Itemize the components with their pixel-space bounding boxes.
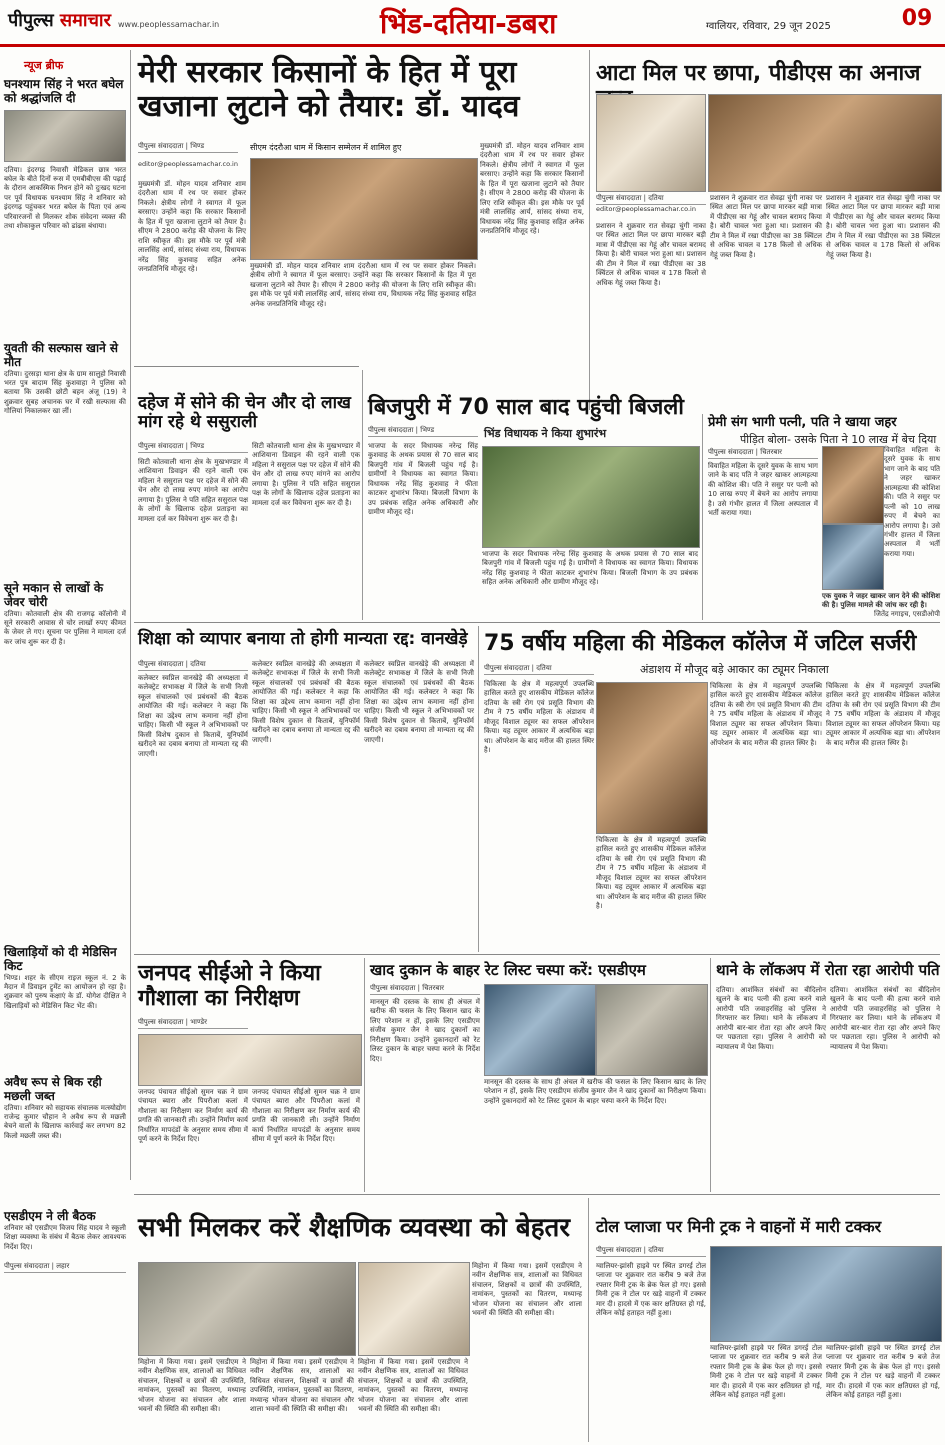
lead-photo-caption: सीएम दंदरौआ धाम में किसान सम्मेलन में शामिल हुए: [250, 143, 402, 152]
lead-photo: [250, 158, 478, 260]
section-label: न्यूज ब्रीफ: [24, 59, 64, 72]
lead-body-continued-2: मुख्यमंत्री डॉ. मोहन यादव शनिवार शाम दंदरौआ धाम में रथ पर सवार होकर निकले। क्षेत्रीय लोगों ने स्वागत में फूल बरसाए। उन्होंने कहा कि सरकार किसानों के हित में पूरा खजाना लुटाने को तैयार है। सीएम ने 2800 करोड़ की योजना के लिए राशि स्वीकृत की। इस मौके पर पूर्व मंत्री लालसिंह आर्य, सांसद संध्या राय, विधायक नरेंद्र सिंह कुशवाह सहित अनेक जनप्रतिनिधि मौजूद रहे।: [480, 142, 584, 235]
education-body-continued-2: कलेक्टर स्वप्निल वानखेड़े की अध्यक्षता में कलेक्ट्रेट सभाकक्ष में जिले के सभी निजी स्कूल संचालकों एवं प्रबंधकों की बैठक आयोजित की गई। कलेक्टर ने कहा कि शिक्षा का उद्देश्य लाभ कमाना नहीं होना चाहिए। किसी भी स्कूल ने अभिभावकों पर किसी विशेष दुकान से किताबें, यूनिफॉर्म खरीदने का दबाव बनाया तो मान्यता रद्द की जाएगी।: [364, 660, 474, 744]
section-divider: [134, 954, 940, 955]
brief-headline: युवती की सल्फास खाने से मौत: [4, 341, 119, 369]
school-body-right: मिहोना में किया गया। इसमें एसडीएम ने नवीन शैक्षणिक सत्र, शालाओं का विधिवत संचालन, शिक्षकों व छात्रों की उपस्थिति, नामांकन, पुस्तकों का वितरण, मध्यान्ह भोजन योजना का संचालन और शाला भवनों की स्थिति की समीक्षा की।: [472, 1262, 582, 1318]
surgery-subhead: अंडाशय में मौजूद बड़े आकार का ट्यूमर निकाला: [640, 663, 829, 676]
byline: पीपुल्स संवाददाता: [4, 1262, 50, 1270]
column-divider: [588, 1198, 589, 1442]
poison-body: विवाहित महिला के दूसरे युवक के साथ भाग जाने के बाद पति ने जहर खाकर आत्महत्या की कोशिश की। पति ने ससुर पर पत्नी को 10 लाख रुपए में बेचने का आरोप लगाया है। उसे गंभीर हालत में जिला अस्पताल में भर्ती कराया गया।: [708, 462, 818, 518]
education-body: कलेक्टर स्वप्निल वानखेड़े की अध्यक्षता में कलेक्ट्रेट सभाकक्ष में जिले के सभी निजी स्कूल संचालकों एवं प्रबंधकों की बैठक आयोजित की गई। कलेक्टर ने कहा कि शिक्षा का उद्देश्य लाभ कमाना नहीं होना चाहिए। किसी भी स्कूल ने अभिभावकों पर किसी विशेष दुकान से किताबें, यूनिफॉर्म खरीदने का दबाव बनाया तो मान्यता रद्द की जाएगी।: [138, 674, 248, 758]
section-divider: [134, 622, 940, 623]
section-divider: [134, 1194, 940, 1195]
education-body-continued: कलेक्टर स्वप्निल वानखेड़े की अध्यक्षता में कलेक्ट्रेट सभाकक्ष में जिले के सभी निजी स्कूल संचालकों एवं प्रबंधकों की बैठक आयोजित की गई। कलेक्टर ने कहा कि शिक्षा का उद्देश्य लाभ कमाना नहीं होना चाहिए। किसी भी स्कूल ने अभिभावकों पर किसी विशेष दुकान से किताबें, यूनिफॉर्म खरीदने का दबाव बनाया तो मान्यता रद्द की जाएगी।: [252, 660, 360, 744]
electricity-photo: [482, 446, 700, 548]
brief-item: [4, 78, 126, 338]
byline: पीपुल्स संवाददाता: [708, 448, 754, 456]
byline-place: दतिया: [648, 194, 664, 202]
brief-body: शनिवार को एसडीएम विजय सिंह यादव ने स्कूली शिक्षा व्यवस्था के संबंध में बैठक लेकर आवश्यक निर्देश दिए।: [4, 1223, 126, 1251]
school-photo-classroom: [358, 1262, 470, 1356]
toll-photo: [710, 1246, 942, 1342]
brief-headline: खिलाड़ियों को दी मेडिसिन किट: [4, 945, 117, 973]
poison-body-continued: विवाहित महिला के दूसरे युवक के साथ भाग जाने के बाद पति ने जहर खाकर आत्महत्या की कोशिश की। पति ने ससुर पर पत्नी को 10 लाख रुपए में बेचने का आरोप लगाया है। उसे गंभीर हालत में जिला अस्पताल में भर्ती कराया गया।: [884, 446, 940, 558]
toll-body: ग्वालियर-झांसी हाइवे पर स्थित डगरई टोल प्लाजा पर शुक्रवार रात करीब 9 बजे तेज रफ्तार मिनी ट्रक के ब्रेक फेल हो गए। इससे मिनी ट्रक ने टोल पर खड़े वाहनों में टक्कर मार दी। हादसे में एक कार क्षतिग्रस्त हो गई, लेकिन कोई हताहत नहीं हुआ।: [596, 1262, 706, 1318]
surgery-body-continued: चिकित्सा के क्षेत्र में महत्वपूर्ण उपलब्धि हासिल करते हुए शासकीय मेडिकल कॉलेज दतिया के स्त्री रोग एवं प्रसूति विभाग की टीम ने 75 वर्षीय महिला के अंडाशय में मौजूद विशाल ट्यूमर का सफल ऑपरेशन किया। यह ट्यूमर आकार में अत्यधिक बड़ा था। ऑपरेशन के बाद मरीज की हालत स्थिर है।: [596, 836, 706, 911]
column-divider: [589, 50, 590, 410]
byline-place: दतिया: [648, 1246, 664, 1254]
lead-headline: मेरी सरकार किसानों के हित में पूरा खजाना लुटाने को तैयार: डॉ. यादव: [138, 55, 520, 124]
lockup-headline: थाने के लॉकअप में रोता रहा आरोपी पति: [716, 961, 940, 979]
poison-headline: प्रेमी संग भागी पत्नी, पति ने खाया जहर: [708, 415, 897, 430]
gaushala-photo: [138, 1034, 362, 1086]
dowry-byline-block: पीपुल्स संवाददाता | भिण्ड: [138, 442, 248, 453]
byline-place: भाण्डेर: [190, 1018, 207, 1026]
edition-title: भिंड-दतिया-डबरा: [380, 7, 557, 40]
byline-place: चितरबार: [422, 984, 445, 992]
page-number: 09: [901, 6, 933, 31]
brief-item: [4, 342, 126, 578]
surgery-body: चिकित्सा के क्षेत्र में महत्वपूर्ण उपलब्धि हासिल करते हुए शासकीय मेडिकल कॉलेज दतिया के स्त्री रोग एवं प्रसूति विभाग की टीम ने 75 वर्षीय महिला के अंडाशय में मौजूद विशाल ट्यूमर का सफल ऑपरेशन किया। यह ट्यूमर आकार में अत्यधिक बड़ा था। ऑपरेशन के बाद मरीज की हालत स्थिर है।: [484, 680, 594, 755]
fertilizer-body: मानसून की दस्तक के साथ ही अंचल में खरीफ की फसल के लिए किसान खाद के लिए परेशान न हों, इसके लिए एसडीएम संजीव कुमार जैन ने खाद दुकानों का निरीक्षण किया। उन्होंने दुकानदारों को रेट लिस्ट दुकान के बाहर चस्पा करने के निर्देश दिए।: [370, 998, 480, 1063]
dowry-headline: दहेज में सोने की चेन और दो लाख मांग रहे थे ससुराली: [138, 393, 351, 433]
raid-photo-sack: [596, 94, 706, 192]
brief-item: [4, 1210, 126, 1440]
lead-byline-block: पीपुल्स संवाददाता | भिण्ड: [138, 142, 238, 172]
byline: पीपुल्स संवाददाता: [138, 442, 184, 450]
column-divider: [364, 958, 365, 1192]
toll-byline-block: पीपुल्स संवाददाता | दतिया: [596, 1246, 706, 1257]
raid-headline: आटा मिल पर छापा, पीडीएस का अनाज: [596, 61, 921, 86]
poison-photo-man: [822, 524, 884, 590]
gaushala-body: जनपद पंचायत सीईओ सुमन चक्र ने ग्राम पंचायत ब्यारा और पिपरौआ कलां में गौशाला का निरीक्षण कर निर्माण कार्य की प्रगति की जानकारी ली। उन्होंने निर्माण कार्य निर्धारित मापदंडों के अनुसार समय सीमा में पूर्ण करने के निर्देश दिए।: [138, 1088, 248, 1144]
raid-body-continued: प्रशासन ने शुक्रवार रात सेवढ़ा चुंगी नाका पर स्थित आटा मिल पर छापा मारकर बड़ी मात्रा में पीडीएस का गेहूं और चावल बरामद किया है। बोरी चावल भरा हुआ था। प्रशासन की टीम ने मिल में रखा पीडीएस का 38 क्विंटल से अधिक चावल व 178 किलो से अधिक गेहूं जब्त किया है।: [710, 194, 822, 259]
column-divider: [362, 370, 363, 620]
column-divider: [478, 626, 479, 952]
raid-byline-block: पीपुल्स संवाददाता | दतिया editor@peoplessamachar.co.in: [596, 194, 706, 213]
dowry-body-continued: सिटी कोतवाली थाना क्षेत्र के मुखभण्डार में आशियाना डिवाइन की रहने वाली एक महिला ने ससुराल पक्ष पर दहेज में सोने की चेन और दो लाख रुपए मांगने का आरोप लगाया है। पुलिस ने पति सहित ससुराल पक्ष के लोगों के खिलाफ दहेज प्रताड़ना का मामला दर्ज कर विवेचना शुरू कर दी है।: [252, 442, 360, 507]
brief-body: दतिया। इंदरगढ़ निवासी मेडिकल छात्र भरत बघेल के बीते दिनों रूस में एमबीबीएस की पढ़ाई के दौरान आकस्मिक निधन होने को दुःखद घटना पर पूर्व विधायक घनश्याम सिंह ने शनिवार को इंदरगढ़ पहुंचकर भरत बघेल के पिता एवं अन्य परिवारजनों से मिलकर शोक संवेदना व्यक्त की तथा शोकाकुल परिवार को ढांढस बंधाया।: [4, 165, 126, 231]
fertilizer-photo-shop: [484, 984, 596, 1076]
brief-headline: अवैध रूप से बिक रही मछली जब्त: [4, 1075, 102, 1103]
column-divider: [130, 50, 131, 1180]
byline: पीपुल्स संवाददाता: [138, 1018, 184, 1026]
electricity-body-continued: भाजपा के सदर विधायक नरेन्द्र सिंह कुशवाह के अथक प्रयास से 70 साल बाद बिजपुरी गांव में बिजली पहुंच गई है। ग्रामीणों ने विधायक का स्वागत किया। विधायक नरेंद्र सिंह कुशवाह ने फीता काटकर शुभारंभ किया। बिजली विभाग के उप प्रबंधक सहित अनेक अधिकारी और ग्रामीण मौजूद रहे।: [482, 550, 698, 587]
brief-item: [4, 946, 126, 1070]
raid-photo-warehouse: [708, 94, 942, 192]
dowry-body: सिटी कोतवाली थाना क्षेत्र के मुखभण्डार में आशियाना डिवाइन की रहने वाली एक महिला ने ससुराल पक्ष पर दहेज में सोने की चेन और दो लाख रुपए मांगने का आरोप लगाया है। पुलिस ने पति सहित ससुराल पक्ष के लोगों के खिलाफ दहेज प्रताड़ना का मामला दर्ज कर विवेचना शुरू कर दी है।: [138, 458, 248, 523]
lockup-body-continued: दतिया। आशंकित संबंधों का बीदिलोन खुलने के बाद पत्नी की हत्या करने वाले आरोपी पति जवाहरसिंह को पुलिस ने गिरफ्तार कर लिया। थाने के लॉकअप में आरोपी बार-बार रोता रहा और अपने किए पर पछताता रहा। पुलिस ने आरोपी को न्यायालय में पेश किया।: [830, 986, 940, 1051]
electricity-subhead: भिंड विधायक ने किया शुभारंभ: [484, 427, 607, 440]
school-photo-meeting: [138, 1262, 356, 1356]
gaushala-body-continued: जनपद पंचायत सीईओ सुमन चक्र ने ग्राम पंचायत ब्यारा और पिपरौआ कलां में गौशाला का निरीक्षण कर निर्माण कार्य की प्रगति की जानकारी ली। उन्होंने निर्माण कार्य निर्धारित मापदंडों के अनुसार समय सीमा में पूर्ण करने के निर्देश दिए।: [252, 1088, 360, 1144]
brief-body: दतिया। शनिवार को सहायक संचालक मत्स्योद्योग राजेन्द्र कुमार चौहान ने अवैध रूप से मछली बेचने वालों के खिलाफ कार्रवाई कर लगभग 82 किलो मछली जब्त की।: [4, 1103, 126, 1140]
brief-photo: [4, 110, 126, 162]
byline: पीपुल्स संवाददाता: [370, 984, 416, 992]
raid-body-continued-2: प्रशासन ने शुक्रवार रात सेवढ़ा चुंगी नाका पर स्थित आटा मिल पर छापा मारकर बड़ी मात्रा में पीडीएस का गेहूं और चावल बरामद किया है। बोरी चावल भरा हुआ था। प्रशासन की टीम ने मिल में रखा पीडीएस का 38 क्विंटल से अधिक चावल व 178 किलो से अधिक गेहूं जब्त किया है।: [826, 194, 940, 259]
school-body-continued-2: मिहोना में किया गया। इसमें एसडीएम ने नवीन शैक्षणिक सत्र, शालाओं का विधिवत संचालन, शिक्षकों व छात्रों की उपस्थिति, नामांकन, पुस्तकों का वितरण, मध्यान्ह भोजन योजना का संचालन और शाला भवनों की स्थिति की समीक्षा की।: [358, 1358, 468, 1414]
electricity-body: भाजपा के सदर विधायक नरेन्द्र सिंह कुशवाह के अथक प्रयास से 70 साल बाद बिजपुरी गांव में बिजली पहुंच गई है। ग्रामीणों ने विधायक का स्वागत किया। विधायक नरेंद्र सिंह कुशवाह ने फीता काटकर शुभारंभ किया। बिजली विभाग के उप प्रबंधक सहित अनेक अधिकारी और ग्रामीण मौजूद रहे।: [368, 442, 478, 517]
lead-body-continued: मुख्यमंत्री डॉ. मोहन यादव शनिवार शाम दंदरौआ धाम में रथ पर सवार होकर निकले। क्षेत्रीय लोगों ने स्वागत में फूल बरसाए। उन्होंने कहा कि सरकार किसानों के हित में पूरा खजाना लुटाने को तैयार है। सीएम ने 2800 करोड़ की योजना के लिए राशि स्वीकृत की। इस मौके पर पूर्व मंत्री लालसिंह आर्य, सांसद संध्या राय, विधायक नरेंद्र सिंह कुशवाह सहित अनेक जनप्रतिनिधि मौजूद रहे।: [250, 262, 476, 308]
education-headline: शिक्षा को व्यापार बनाया तो होगी मान्यता रद्द: वानखेड़े: [138, 629, 468, 649]
brief-item: [4, 1076, 126, 1202]
byline-place: दतिया: [190, 660, 206, 668]
fertilizer-photo-inspection: [596, 984, 708, 1076]
brief-body: दतिया। दुरसड़ा थाना क्षेत्र के ग्राम सालुहो निवासी भरत पुत्र बादाम सिंह कुशवाहा ने पुलिस को बताया कि उसकी छोटी बहन अंजू (19) ने शुक्रवार सुबह अचानक घर में रखी सल्फास की गोलियां निकालकर खा लीं।: [4, 369, 126, 416]
fertilizer-byline-block: पीपुल्स संवाददाता | चितरबार: [370, 984, 480, 995]
brief-headline: घनश्याम सिंह ने भरत बघेल को श्रद्धांजलि दी: [4, 77, 124, 105]
byline: पीपुल्स संवाददाता: [138, 660, 184, 668]
gaushala-headline: जनपद सीईओ ने किया गौशाला का निरीक्षण: [138, 961, 321, 1011]
dateline: ग्वालियर, रविवार, 29 जून 2025: [706, 21, 831, 32]
column-divider: [710, 958, 711, 1192]
electricity-byline-block: पीपुल्स संवाददाता | भिण्ड: [368, 426, 478, 437]
byline-place: भिण्ड: [190, 142, 205, 150]
lead-email[interactable]: editor@peoplessamachar.co.in: [138, 160, 238, 168]
school-body: मिहोना में किया गया। इसमें एसडीएम ने नवीन शैक्षणिक सत्र, शालाओं का विधिवत संचालन, शिक्षकों व छात्रों की उपस्थिति, नामांकन, पुस्तकों का वितरण, मध्यान्ह भोजन योजना का संचालन और शाला भवनों की स्थिति की समीक्षा की।: [138, 1358, 246, 1414]
surgery-body-continued-2: चिकित्सा के क्षेत्र में महत्वपूर्ण उपलब्धि हासिल करते हुए शासकीय मेडिकल कॉलेज दतिया के स्त्री रोग एवं प्रसूति विभाग की टीम ने 75 वर्षीय महिला के अंडाशय में मौजूद विशाल ट्यूमर का सफल ऑपरेशन किया। यह ट्यूमर आकार में अत्यधिक बड़ा था। ऑपरेशन के बाद मरीज की हालत स्थिर है।: [710, 682, 822, 747]
byline-place: चितरबार: [760, 448, 783, 456]
byline: पीपुल्स संवाददाता: [596, 1246, 642, 1254]
fertilizer-headline: खाद दुकान के बाहर रेट लिस्ट चस्पा करें: एसडीएम: [370, 961, 646, 979]
lead-body: मुख्यमंत्री डॉ. मोहन यादव शनिवार शाम दंदरौआ धाम में रथ पर सवार होकर निकले। क्षेत्रीय लोगों ने स्वागत में फूल बरसाए। उन्होंने कहा कि सरकार किसानों के हित में पूरा खजाना लुटाने को तैयार है। सीएम ने 2800 करोड़ की योजना के लिए राशि स्वीकृत की। इस मौके पर पूर्व मंत्री लालसिंह आर्य, सांसद संध्या राय, विधायक नरेंद्र सिंह कुशवाह सहित अनेक जनप्रतिनिधि मौजूद रहे।: [138, 180, 246, 273]
poison-photo-woman: [822, 446, 884, 524]
byline-place: लहार: [56, 1262, 70, 1270]
poison-quote-author: जितेंद्र नगाइच, एसडीओपी: [873, 610, 940, 618]
toll-body-continued-2: ग्वालियर-झांसी हाइवे पर स्थित डगरई टोल प्लाजा पर शुक्रवार रात करीब 9 बजे तेज रफ्तार मिनी ट्रक के ब्रेक फेल हो गए। इससे मिनी ट्रक ने टोल पर खड़े वाहनों में टक्कर मार दी। हादसे में एक कार क्षतिग्रस्त हो गई, लेकिन कोई हताहत नहीं हुआ।: [826, 1344, 940, 1400]
brief-body: दतिया। कोतवाली क्षेत्र की राजगढ़ कॉलोनी में सूने सरकारी आवास से चोर लाखों रुपए कीमत के जेवर ले गए। सूचना पर पुलिस ने मामला दर्ज कर जांच शुरू कर दी है।: [4, 609, 126, 646]
brief-headline: एसडीएम ने ली बैठक: [4, 1209, 96, 1223]
site-url[interactable]: www.peoplessamachar.in: [118, 20, 220, 29]
fertilizer-body-continued: मानसून की दस्तक के साथ ही अंचल में खरीफ की फसल के लिए किसान खाद के लिए परेशान न हों, इसके लिए एसडीएम संजीव कुमार जैन ने खाद दुकानों का निरीक्षण किया। उन्होंने दुकानदारों को रेट लिस्ट दुकान के बाहर चस्पा करने के निर्देश दिए।: [484, 1078, 706, 1105]
column-divider: [702, 414, 703, 620]
byline: पीपुल्स संवाददाता: [484, 664, 530, 672]
school-byline-block: पीपुल्स संवाददाता | लहार: [4, 1262, 126, 1273]
toll-body-continued: ग्वालियर-झांसी हाइवे पर स्थित डगरई टोल प्लाजा पर शुक्रवार रात करीब 9 बजे तेज रफ्तार मिनी ट्रक के ब्रेक फेल हो गए। इससे मिनी ट्रक ने टोल पर खड़े वाहनों में टक्कर मार दी। हादसे में एक कार क्षतिग्रस्त हो गई, लेकिन कोई हताहत नहीं हुआ।: [710, 1344, 822, 1400]
raid-email[interactable]: editor@peoplessamachar.co.in: [596, 205, 696, 213]
gaushala-byline-block: पीपुल्स संवाददाता | भाण्डेर: [138, 1018, 248, 1029]
brief-body: भिण्ड। शहर के सीएम राइज स्कूल नं. 2 के मैदान में डिवाइन ट्रूमेंट का आयोजन हो रहा है। शुक्रवार को पुरुष कक्षाएं के डॉ. योगेश दीक्षित ने खिलाड़ियों को मेडिसिन किट भेंट की।: [4, 973, 126, 1010]
brief-item: [4, 582, 126, 942]
education-byline-block: पीपुल्स संवाददाता | दतिया: [138, 660, 248, 671]
surgery-byline-block: पीपुल्स संवाददाता | दतिया: [484, 664, 594, 675]
brief-headline: सूने मकान से लाखों के जेवर चोरी: [4, 581, 104, 609]
byline-place: भिण्ड: [190, 442, 205, 450]
toll-headline: टोल प्लाजा पर मिनी ट्रक ने वाहनों में मारी टक्कर: [596, 1217, 882, 1236]
poison-pull-quote: एक युवक ने जहर खाकर जान देने की कोशिश की है। पुलिस मामले की जांच कर रही है।: [822, 592, 940, 610]
raid-body: प्रशासन ने शुक्रवार रात सेवढ़ा चुंगी नाका पर स्थित आटा मिल पर छापा मारकर बड़ी मात्रा में पीडीएस का गेहूं और चावल बरामद किया है। बोरी चावल भरा हुआ था। प्रशासन की टीम ने मिल में रखा पीडीएस का 38 क्विंटल से अधिक चावल व 178 किलो से अधिक गेहूं जब्त किया है।: [596, 222, 706, 287]
school-body-continued: मिहोना में किया गया। इसमें एसडीएम ने नवीन शैक्षणिक सत्र, शालाओं का विधिवत संचालन, शिक्षकों व छात्रों की उपस्थिति, नामांकन, पुस्तकों का वितरण, मध्यान्ह भोजन योजना का संचालन और शाला भवनों की स्थिति की समीक्षा की।: [250, 1358, 354, 1414]
lockup-body: दतिया। आशंकित संबंधों का बीदिलोन खुलने के बाद पत्नी की हत्या करने वाले आरोपी पति जवाहरसिंह को पुलिस ने गिरफ्तार कर लिया। थाने के लॉकअप में आरोपी बार-बार रोता रहा और अपने किए पर पछताता रहा। पुलिस ने आरोपी को न्यायालय में पेश किया।: [716, 986, 826, 1051]
surgery-body-continued-3: चिकित्सा के क्षेत्र में महत्वपूर्ण उपलब्धि हासिल करते हुए शासकीय मेडिकल कॉलेज दतिया के स्त्री रोग एवं प्रसूति विभाग की टीम ने 75 वर्षीय महिला के अंडाशय में मौजूद विशाल ट्यूमर का सफल ऑपरेशन किया। यह ट्यूमर आकार में अत्यधिक बड़ा था। ऑपरेशन के बाद मरीज की हालत स्थिर है।: [826, 682, 940, 747]
byline: पीपुल्स संवाददाता: [596, 194, 642, 202]
surgery-photo: [596, 682, 708, 834]
poison-byline-block: पीपुल्स संवाददाता | चितरबार: [708, 448, 818, 459]
section-divider: [134, 366, 359, 367]
byline: पीपुल्स संवाददाता: [368, 426, 414, 434]
brand-logo: पीपुल्स समाचार: [8, 10, 111, 31]
school-headline: सभी मिलकर करें शैक्षणिक व्यवस्था को बेहतर: [138, 1213, 571, 1243]
surgery-headline: 75 वर्षीय महिला की मेडिकल कॉलेज में जटिल सर्जरी: [484, 631, 917, 656]
electricity-headline: बिजपुरी में 70 साल बाद पहुंची बिजली: [368, 395, 684, 420]
poison-subhead: पीड़ित बोला- उसके पिता ने 10 लाख में बेच दिया: [740, 433, 937, 446]
byline-place: दतिया: [536, 664, 552, 672]
byline: पीपुल्स संवाददाता: [138, 142, 184, 150]
byline-place: भिण्ड: [420, 426, 435, 434]
